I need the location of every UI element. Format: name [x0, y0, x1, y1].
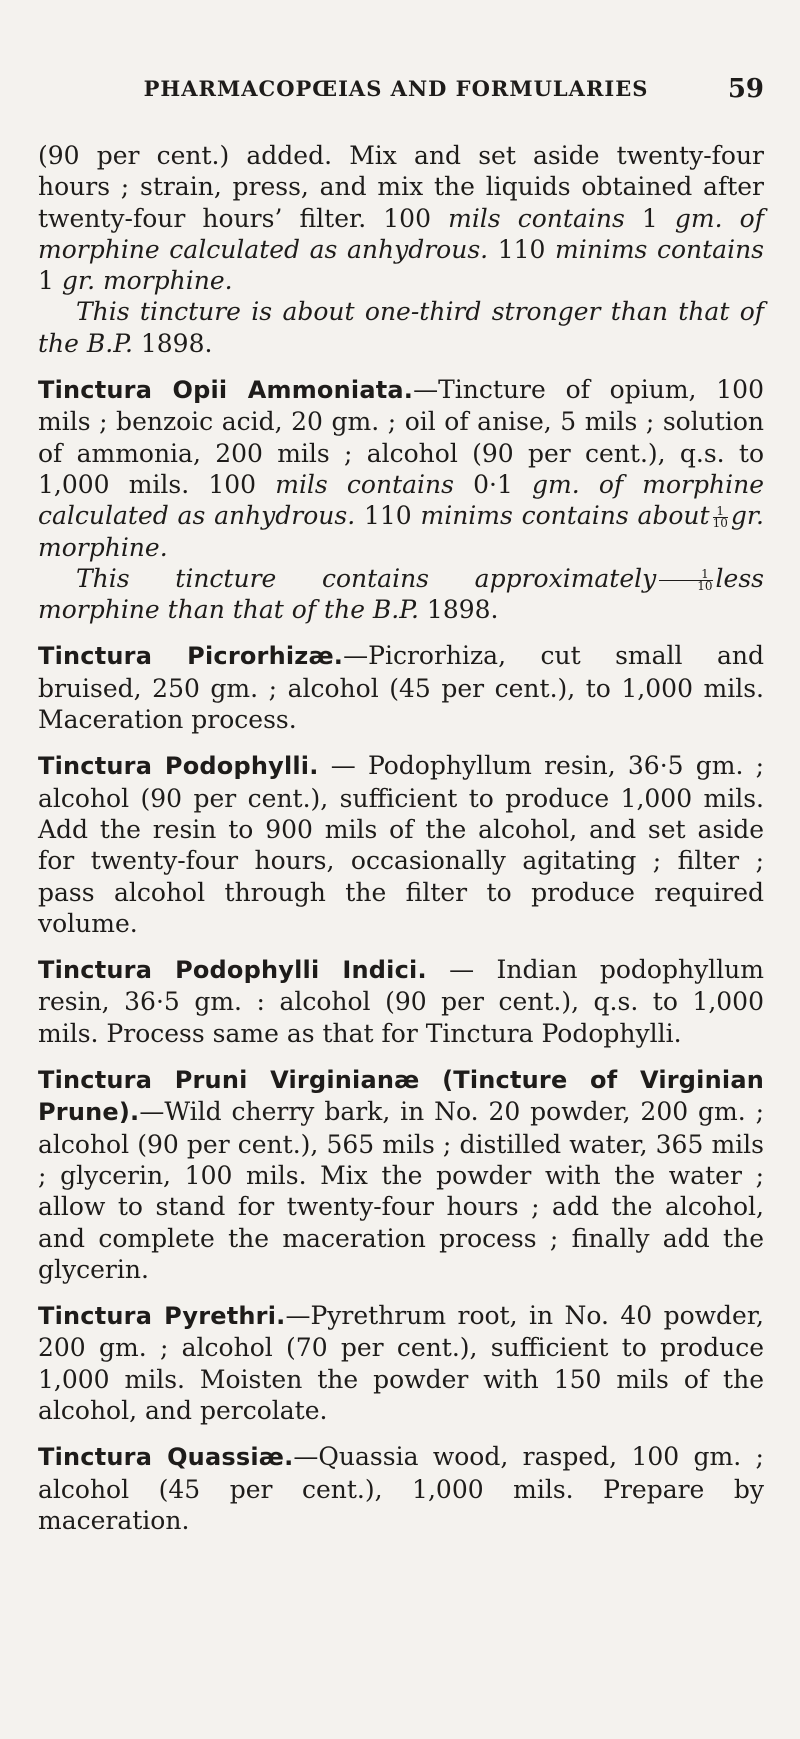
fraction — [713, 506, 728, 529]
text-run: minims contains about — [420, 501, 710, 531]
entry-heading: Tinctura Pyrethri. — [38, 1302, 286, 1331]
note-paragraph — [38, 296, 764, 359]
text-run: gm. of morphine calculated as anhydrous. — [38, 469, 765, 531]
entry-text: —Quassia wood, rasped, 100 gm. ; alcohol (45 per cent.), 1,000 mils. Prepare by maceration. — [38, 1442, 764, 1535]
text-run: less morphine than that of the B.P. — [38, 563, 764, 625]
entry-tinctura-pruni-virginianae — [38, 1064, 764, 1285]
text-run: gr. morphine. — [38, 501, 764, 562]
fraction-denominator: 10 — [697, 578, 713, 593]
fraction — [659, 566, 713, 593]
text-run: 1898. — [418, 595, 499, 625]
entry-heading: Tinctura Picrorhizæ. — [38, 642, 344, 671]
entry-text: — Indian podophyllum resin, 36·5 gm. : alcohol (90 per cent.), q.s. to 1,000 mils. Process same as that for Tinctura Podophylli. — [38, 955, 764, 1048]
text-run: This tincture contains approximately — [76, 563, 657, 593]
text-run: 110 — [355, 501, 421, 531]
text-run: mils contains — [448, 203, 625, 233]
body-text — [38, 140, 764, 1536]
entry-heading: Tinctura Opii Ammoniata. — [38, 376, 414, 405]
entry-heading: Tinctura Pruni Virginianæ (Tincture of Virginian Prune). — [38, 1066, 764, 1127]
entry-tinctura-picrorhizae — [38, 640, 764, 735]
entry-tinctura-quassiae — [38, 1441, 764, 1536]
text-run: 110 — [488, 234, 556, 264]
text-run: 1898. — [132, 328, 213, 358]
entry-tinctura-podophylli — [38, 750, 764, 939]
running-header — [38, 76, 764, 116]
entry-heading: Tinctura Podophylli. — [38, 752, 319, 781]
text-run: minims contains — [555, 234, 764, 264]
text-run: mils contains — [275, 469, 454, 499]
text-run: gr. morphine. — [61, 266, 233, 296]
running-title: PHARMACOPŒIAS AND FORMULARIES — [143, 76, 649, 101]
entry-text: —Pyrethrum root, in No. 40 powder, 200 gm. ; alcohol (70 per cent.), sufficient to produce 1,000 mils. Moisten the powder with 150 mils of the alcohol, and percolate. — [38, 1301, 764, 1425]
fraction-numerator: 1 — [713, 506, 728, 518]
page-number: 59 — [727, 74, 764, 104]
entry-tinctura-pyrethri — [38, 1300, 764, 1426]
text-run: 1 — [624, 203, 675, 233]
text-run: —Tincture of opium, 100 mils ; benzoic acid, 20 gm. ; oil of anise, 5 mils ; solution of ammonia, 200 mils ; alcohol (90 per cent.), q.s. to 1,000 mils. 100 — [38, 375, 764, 499]
fraction-numerator: 1 — [659, 569, 712, 581]
text-run: 1 — [38, 266, 62, 296]
entry-text: —Wild cherry bark, in No. 20 powder, 200 gm. ; alcohol (90 per cent.), 565 mils ; distilled water, 365 mils ; glycerin, 100 mils. Mix the powder with the water ; allow to stand for twenty-four hours ; add the alcohol, and complete the maceration process ; finally add the glycerin. — [38, 1097, 764, 1284]
entry-text: — Podophyllum resin, 36·5 gm. ; alcohol (90 per cent.), sufficient to produce 1,000 mils. Add the resin to 900 mils of the alcohol, and set aside for twenty-four hours, occasionally agitating ; filter ; pass alcohol through the filter to produce required volume. — [38, 751, 765, 938]
entry-text: —Picrorhiza, cut small and bruised, 250 gm. ; alcohol (45 per cent.), to 1,000 mils. Maceration process. — [38, 641, 764, 735]
text-run: 0·1 — [453, 469, 533, 499]
entry-tinctura-podophylli-indici — [38, 954, 764, 1049]
note-paragraph — [38, 563, 764, 626]
text-run: This tincture is about one-third stronger than that of the B.P. — [38, 297, 764, 358]
entry-heading: Tinctura Podophylli Indici. — [38, 956, 427, 985]
book-page — [0, 76, 800, 1739]
entry-heading: Tinctura Quassiæ. — [38, 1443, 294, 1472]
text-run: (90 per cent.) added. Mix and set aside twenty-four hours ; strain, press, and mix the liquids obtained after twenty-four hours’ filter. 100 — [38, 141, 764, 233]
paragraph-continuation — [38, 140, 764, 296]
fraction-denominator: 10 — [712, 516, 728, 531]
entry-tinctura-opii-ammoniata — [38, 374, 764, 563]
text-run: gm. of morphine calculated as anhydrous. — [38, 203, 764, 264]
